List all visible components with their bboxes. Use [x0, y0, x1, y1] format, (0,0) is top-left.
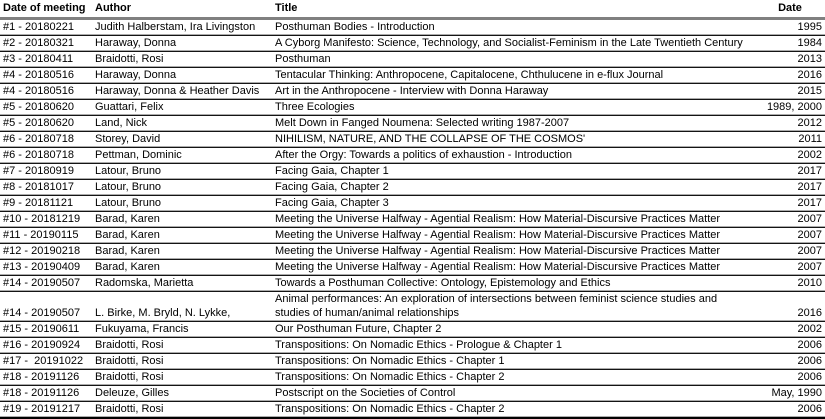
table-row — [0, 116, 825, 132]
meeting-cell: #6 - 20180718 — [0, 132, 92, 148]
date-cell: 2002 — [755, 148, 825, 164]
author-cell: Storey, David — [92, 132, 272, 148]
title-cell: Posthuman — [272, 52, 755, 68]
table-row — [0, 180, 825, 196]
title-cell: Art in the Anthropocene - Interview with Donna Haraway — [272, 84, 755, 100]
author-cell: Haraway, Donna — [92, 36, 272, 52]
table-body — [0, 19, 825, 419]
meeting-cell: #14 - 20190507 — [0, 292, 92, 322]
date-cell: 2006 — [755, 370, 825, 386]
table-row — [0, 402, 825, 419]
table-row — [0, 196, 825, 212]
author-cell: Braidotti, Rosi — [92, 338, 272, 354]
table-row — [0, 36, 825, 52]
table-header-row — [0, 0, 825, 19]
author-cell: Pettman, Dominic — [92, 148, 272, 164]
date-cell: 2007 — [755, 212, 825, 228]
date-cell: 2007 — [755, 260, 825, 276]
title-cell: Facing Gaia, Chapter 3 — [272, 196, 755, 212]
title-cell: Postscript on the Societies of Control — [272, 386, 755, 402]
author-cell: Latour, Bruno — [92, 180, 272, 196]
date-cell: 2017 — [755, 180, 825, 196]
author-cell: Barad, Karen — [92, 228, 272, 244]
author-cell: Barad, Karen — [92, 212, 272, 228]
title-cell: Transpositions: On Nomadic Ethics - Chapter 2 — [272, 402, 755, 419]
meeting-cell: #18 - 20191126 — [0, 370, 92, 386]
date-cell: 2012 — [755, 116, 825, 132]
author-cell: Haraway, Donna — [92, 68, 272, 84]
meeting-cell: #9 - 20181121 — [0, 196, 92, 212]
table-row — [0, 354, 825, 370]
date-cell: 1989, 2000 — [755, 100, 825, 116]
author-cell: Fukuyama, Francis — [92, 322, 272, 338]
date-cell: 2016 — [755, 292, 825, 322]
author-cell: Radomska, Marietta — [92, 276, 272, 292]
meeting-cell: #14 - 20190507 — [0, 276, 92, 292]
meeting-cell: #19 - 20191217 — [0, 402, 92, 419]
title-cell: Animal performances: An exploration of intersections between feminist science studies and studies of human/animal relationships — [272, 292, 755, 322]
author-cell: Barad, Karen — [92, 260, 272, 276]
table-row — [0, 212, 825, 228]
date-cell: 2011 — [755, 132, 825, 148]
date-cell: 2010 — [755, 276, 825, 292]
col-header-date-of-meeting: Date of meeting — [0, 0, 92, 19]
table-row — [0, 19, 825, 36]
date-cell: 2006 — [755, 354, 825, 370]
table-row — [0, 100, 825, 116]
meeting-cell: #6 - 20180718 — [0, 148, 92, 164]
title-cell: NIHILISM, NATURE, AND THE COLLAPSE OF THE COSMOS' — [272, 132, 755, 148]
title-cell: Meeting the Universe Halfway - Agential Realism: How Material-Discursive Practices Matter — [272, 244, 755, 260]
author-cell: Braidotti, Rosi — [92, 52, 272, 68]
meeting-cell: #1 - 20180221 — [0, 19, 92, 36]
date-cell: 2007 — [755, 244, 825, 260]
table-row — [0, 84, 825, 100]
author-cell: Haraway, Donna & Heather Davis — [92, 84, 272, 100]
date-cell: 2002 — [755, 322, 825, 338]
meeting-cell: #16 - 20190924 — [0, 338, 92, 354]
title-cell: Meeting the Universe Halfway - Agential Realism: How Material-Discursive Practices Matter — [272, 212, 755, 228]
meeting-cell: #4 - 20180516 — [0, 68, 92, 84]
author-cell: Braidotti, Rosi — [92, 354, 272, 370]
table-row — [0, 292, 825, 322]
meeting-cell: #13 - 20190409 — [0, 260, 92, 276]
table-row — [0, 68, 825, 84]
date-cell: May, 1990 — [755, 386, 825, 402]
meeting-cell: #12 - 20190218 — [0, 244, 92, 260]
table-row — [0, 164, 825, 180]
meeting-cell: #10 - 20181219 — [0, 212, 92, 228]
author-cell: L. Birke, M. Bryld, N. Lykke, — [92, 292, 272, 322]
title-cell: Three Ecologies — [272, 100, 755, 116]
author-cell: Guattari, Felix — [92, 100, 272, 116]
meeting-cell: #11 - 20190115 — [0, 228, 92, 244]
table-row — [0, 228, 825, 244]
title-cell: Meeting the Universe Halfway - Agential Realism: How Material-Discursive Practices Matter — [272, 228, 755, 244]
table-row — [0, 132, 825, 148]
date-cell: 2006 — [755, 402, 825, 419]
table-row — [0, 148, 825, 164]
title-cell: Melt Down in Fanged Noumena: Selected writing 1987-2007 — [272, 116, 755, 132]
author-cell: Latour, Bruno — [92, 164, 272, 180]
date-cell: 2013 — [755, 52, 825, 68]
meeting-cell: #2 - 20180321 — [0, 36, 92, 52]
table-row — [0, 338, 825, 354]
title-cell: Posthuman Bodies - Introduction — [272, 19, 755, 36]
meeting-cell: #8 - 20181017 — [0, 180, 92, 196]
table-row — [0, 276, 825, 292]
date-cell: 2006 — [755, 338, 825, 354]
title-cell: Tentacular Thinking: Anthropocene, Capitalocene, Chthulucene in e-flux Journal — [272, 68, 755, 84]
author-cell: Judith Halberstam, Ira Livingston — [92, 19, 272, 36]
meeting-cell: #7 - 20180919 — [0, 164, 92, 180]
title-cell: Our Posthuman Future, Chapter 2 — [272, 322, 755, 338]
meeting-cell: #15 - 20190611 — [0, 322, 92, 338]
date-cell: 2007 — [755, 228, 825, 244]
date-cell: 2017 — [755, 164, 825, 180]
date-cell: 1995 — [755, 19, 825, 36]
col-header-title: Title — [272, 0, 755, 19]
title-cell: After the Orgy: Towards a politics of exhaustion - Introduction — [272, 148, 755, 164]
table-row — [0, 386, 825, 402]
col-header-date: Date — [755, 0, 825, 19]
author-cell: Barad, Karen — [92, 244, 272, 260]
author-cell: Braidotti, Rosi — [92, 402, 272, 419]
author-cell: Braidotti, Rosi — [92, 370, 272, 386]
author-cell: Latour, Bruno — [92, 196, 272, 212]
title-cell: Meeting the Universe Halfway - Agential Realism: How Material-Discursive Practices Matter — [272, 260, 755, 276]
date-cell: 2015 — [755, 84, 825, 100]
meeting-cell: #18 - 20191126 — [0, 386, 92, 402]
title-cell: Facing Gaia, Chapter 2 — [272, 180, 755, 196]
title-cell: A Cyborg Manifesto: Science, Technology, and Socialist-Feminism in the Late Twentieth Century — [272, 36, 755, 52]
table-row — [0, 260, 825, 276]
table-row — [0, 322, 825, 338]
meeting-cell: #4 - 20180516 — [0, 84, 92, 100]
date-cell: 2017 — [755, 196, 825, 212]
table-row — [0, 52, 825, 68]
title-cell: Transpositions: On Nomadic Ethics - Prologue & Chapter 1 — [272, 338, 755, 354]
date-cell: 1984 — [755, 36, 825, 52]
meeting-cell: #5 - 20180620 — [0, 100, 92, 116]
meeting-cell: #17 - 20191022 — [0, 354, 92, 370]
date-cell: 2016 — [755, 68, 825, 84]
title-cell: Towards a Posthuman Collective: Ontology, Epistemology and Ethics — [272, 276, 755, 292]
title-cell: Transpositions: On Nomadic Ethics - Chapter 1 — [272, 354, 755, 370]
author-cell: Deleuze, Gilles — [92, 386, 272, 402]
meeting-cell: #3 - 20180411 — [0, 52, 92, 68]
title-cell: Transpositions: On Nomadic Ethics - Chapter 2 — [272, 370, 755, 386]
col-header-author: Author — [92, 0, 272, 19]
title-cell: Facing Gaia, Chapter 1 — [272, 164, 755, 180]
table-row — [0, 370, 825, 386]
author-cell: Land, Nick — [92, 116, 272, 132]
table-row — [0, 244, 825, 260]
meeting-cell: #5 - 20180620 — [0, 116, 92, 132]
